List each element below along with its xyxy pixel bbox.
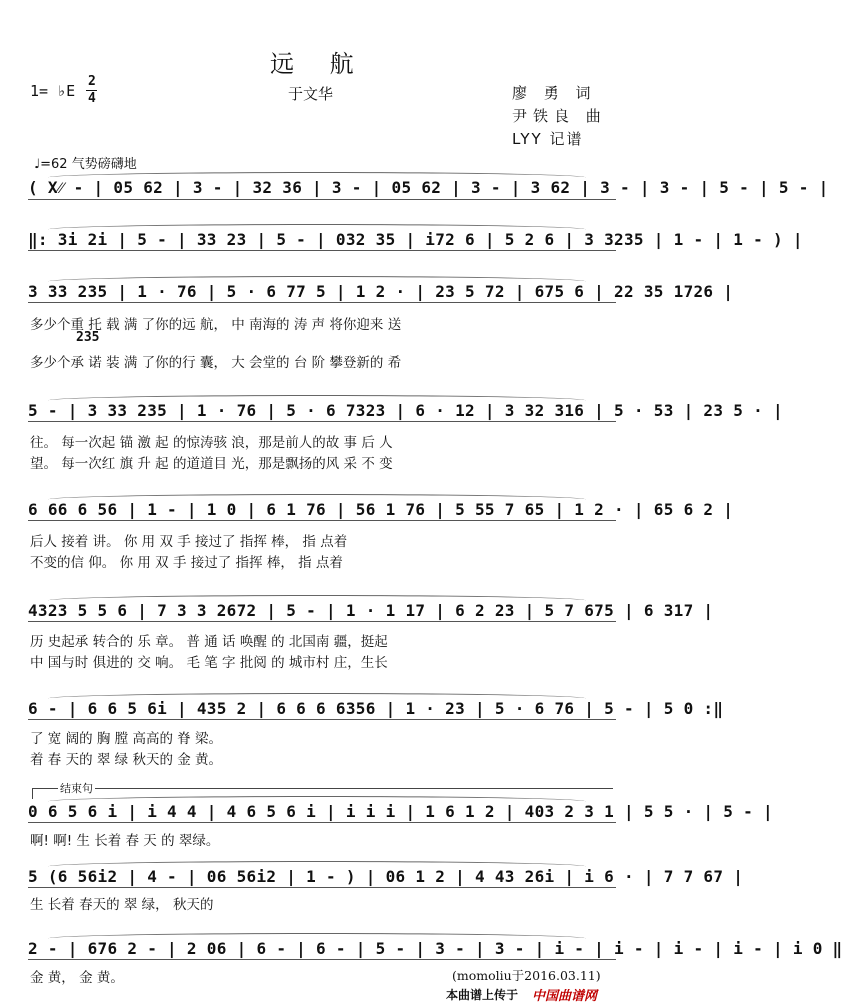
notation-line: 2 - | 676 2 - | 2 06 | 6 - | 6 - | 5 - | 3 - | 3 - | i - | i - | i - | i - | i 0 ‖ xyxy=(28,939,843,958)
tempo-marking: ♩=62 气势磅礴地 xyxy=(34,157,137,172)
notation-line: 6 - | 6 6 5 6i | 435 2 | 6 6 6 6356 | 1 · 23 | 5 · 6 76 | 5 - | 5 0 :‖ xyxy=(28,699,724,718)
lyric-verse-2: 中 国与时 俱进的 交 响。 毛 笔 字 批阅 的 城市村 庄，生长 xyxy=(30,655,388,671)
lyric-verse-1: 往。 每一次起 锚 激 起 的惊涛骇 浪，那是前人的故 事 后 人 xyxy=(30,435,393,451)
lyric-verse-2: 着 春 天的 翠 绿 秋天的 金 黄。 xyxy=(30,752,223,768)
notation-line: ‖: 3i 2i | 5 - | 33 23 | 5 - | 032 35 | i72 6 | 5 2 6 | 3 3235 | 1 - | 1 - ) | xyxy=(28,230,803,249)
lyric-verse-2: 多少个承 诺 装 满 了你的行 囊， 大 会堂的 台 阶 攀登新的 希 xyxy=(30,355,402,371)
lyric-verse-1: 历 史起承 转合的 乐 章。 普 通 话 唤醒 的 北国南 疆，挺起 xyxy=(30,634,388,650)
ending-bracket-label: 结束句 xyxy=(60,782,93,795)
notation-line: 0 6 5 6 i | i 4 4 | 4 6 5 6 i | i i i | 1 6 1 2 | 403 2 3 1 | 5 5 · | 5 - | xyxy=(28,802,773,821)
lyric-line: 啊! 啊! 生 长着 春 天 的 翠绿。 xyxy=(30,833,220,849)
time-signature-top: 2 xyxy=(88,74,96,89)
singer-name: 于文华 xyxy=(288,85,334,103)
transcriber-credit: LYY 记谱 xyxy=(512,130,584,148)
transcription-date: (momoliu于2016.03.11) xyxy=(452,968,601,983)
lyric-verse-1: 后人 接着 讲。 你 用 双 手 接过了 指挥 棒， 指 点着 xyxy=(30,534,348,550)
lyric-line: 生 长着 春天的 翠 绿， 秋天的 xyxy=(30,897,214,913)
notation-line: 3 33 235 | 1 · 76 | 5 · 6 77 5 | 1 2 · | 23 5 72 | 675 6 | 22 35 1726 | xyxy=(28,282,734,301)
lyric-line: 金 黄， 金 黄。 xyxy=(30,970,124,986)
notation-line: 5 (6 56i2 | 4 - | 06 56i2 | 1 - ) | 06 1 2 | 4 43 26i | i 6 · | 7 7 67 | xyxy=(28,867,744,886)
lyric-verse-1: 多少个重 托 载 满 了你的远 航， 中 南海的 涛 声 将你迎来 送 xyxy=(30,317,402,333)
composer-credit: 尹铁良 曲 xyxy=(512,107,607,125)
site-name: 中国曲谱网 xyxy=(532,989,598,1004)
song-title: 远 航 xyxy=(270,50,368,78)
notation-line: 5 - | 3 33 235 | 1 · 76 | 5 · 6 7323 | 6 · 12 | 3 32 316 | 5 · 53 | 23 5 · | xyxy=(28,401,783,420)
lyric-verse-1: 了 宽 阔的 胸 膛 高高的 脊 梁。 xyxy=(30,731,223,747)
notation-line: 6 66 6 56 | 1 - | 1 0 | 6 1 76 | 56 1 76 | 5 55 7 65 | 1 2 · | 65 6 2 | xyxy=(28,500,734,519)
alternate-notes: 235 xyxy=(76,330,100,345)
site-logo xyxy=(532,985,597,1004)
lyricist-credit: 廖 勇 词 xyxy=(512,84,597,102)
notation-line: ( X⁄⁄ - | 05 62 | 3 - | 32 36 | 3 - | 05 62 | 3 - | 3 62 | 3 - | 3 - | 5 - | 5 - | xyxy=(28,178,616,200)
upload-caption: 本曲谱上传于 xyxy=(446,988,519,1002)
lyric-verse-2: 望。 每一次红 旗 升 起 的道道目 光，那是飘扬的风 采 不 变 xyxy=(30,456,393,472)
key-signature: 1= ♭E xyxy=(30,82,76,100)
lyric-verse-2: 不变的信 仰。 你 用 双 手 接过了 指挥 棒， 指 点着 xyxy=(30,555,343,571)
notation-line: 4323 5 5 6 | 7 3 3 2672 | 5 - | 1 · 1 17 | 6 2 23 | 5 7 675 | 6 317 | xyxy=(28,601,714,620)
time-signature-bottom: 4 xyxy=(88,91,96,106)
